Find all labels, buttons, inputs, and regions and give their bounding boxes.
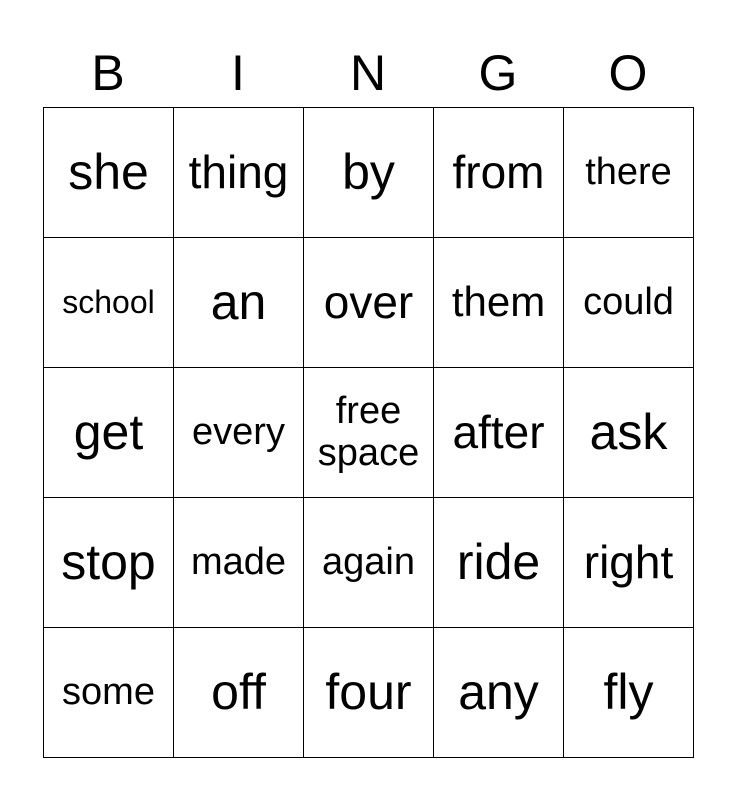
- cell-word: any: [458, 664, 539, 720]
- cell-word: get: [73, 404, 144, 460]
- bingo-cell[interactable]: [434, 628, 564, 758]
- cell-word: fly: [603, 664, 654, 720]
- bingo-header: [43, 40, 693, 106]
- cell-word: thing: [188, 146, 289, 199]
- bingo-cell[interactable]: [564, 368, 694, 498]
- bingo-cell[interactable]: [44, 238, 174, 368]
- bingo-cell[interactable]: [564, 238, 694, 368]
- cell-word: from: [452, 146, 545, 199]
- bingo-cell[interactable]: [44, 108, 174, 238]
- free-space-cell[interactable]: [304, 368, 434, 498]
- cell-word: there: [585, 150, 672, 193]
- cell-word: an: [210, 274, 267, 330]
- cell-word: every: [192, 410, 285, 453]
- cell-word: after: [452, 406, 545, 459]
- bingo-cell[interactable]: [44, 368, 174, 498]
- bingo-cell[interactable]: [304, 628, 434, 758]
- bingo-cell[interactable]: [564, 628, 694, 758]
- bingo-cell[interactable]: [564, 498, 694, 628]
- cell-word: them: [451, 278, 546, 326]
- header-letter-i: I: [231, 45, 245, 101]
- bingo-cell[interactable]: [304, 238, 434, 368]
- bingo-board: [43, 107, 694, 758]
- bingo-cell[interactable]: [304, 498, 434, 628]
- bingo-cell[interactable]: [174, 368, 304, 498]
- bingo-cell[interactable]: [174, 498, 304, 628]
- cell-word: she: [68, 144, 149, 200]
- bingo-cell[interactable]: [434, 108, 564, 238]
- cell-word: four: [325, 664, 412, 720]
- header-letter-n: N: [349, 45, 387, 101]
- cell-word: ride: [456, 534, 541, 590]
- bingo-cell[interactable]: [434, 368, 564, 498]
- header-letter-b: B: [91, 45, 125, 101]
- bingo-cell[interactable]: [174, 628, 304, 758]
- cell-word: stop: [61, 534, 156, 590]
- cell-word: again: [322, 540, 415, 583]
- cell-word: could: [583, 280, 674, 323]
- header-letter-g: G: [478, 45, 518, 101]
- cell-word: some: [62, 670, 155, 713]
- cell-word: school: [62, 283, 155, 320]
- cell-word: over: [323, 276, 414, 329]
- cell-word: free space: [317, 389, 420, 474]
- cell-word: by: [342, 144, 395, 200]
- bingo-cell[interactable]: [44, 498, 174, 628]
- bingo-cell[interactable]: [434, 238, 564, 368]
- bingo-cell[interactable]: [174, 238, 304, 368]
- bingo-cell[interactable]: [174, 108, 304, 238]
- cell-word: off: [211, 664, 266, 720]
- cell-word: right: [583, 536, 674, 589]
- cell-word: ask: [589, 404, 668, 460]
- bingo-cell[interactable]: [304, 108, 434, 238]
- bingo-cell[interactable]: [434, 498, 564, 628]
- header-letter-o: O: [608, 45, 648, 101]
- bingo-cell[interactable]: [44, 628, 174, 758]
- cell-word: made: [190, 540, 287, 583]
- bingo-cell[interactable]: [564, 108, 694, 238]
